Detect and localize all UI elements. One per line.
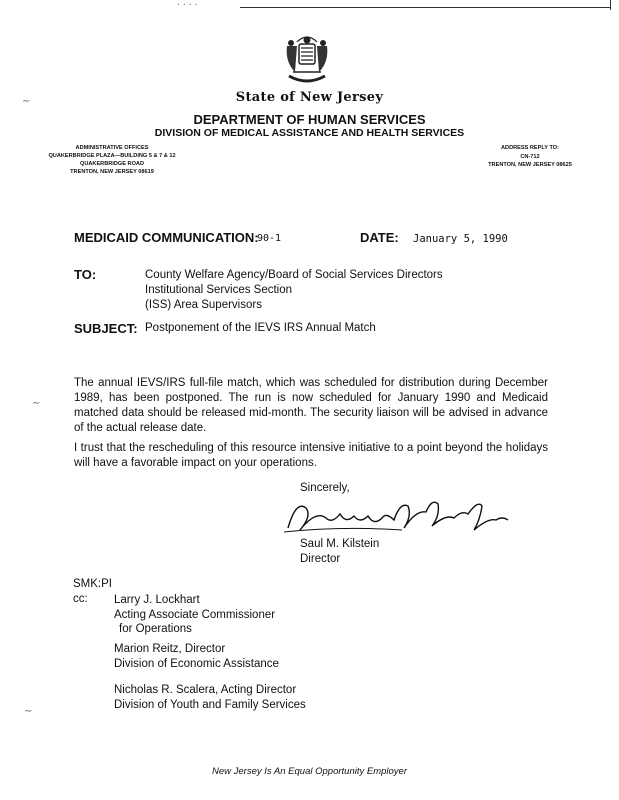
- signer-name: Saul M. Kilstein: [300, 538, 380, 550]
- footer-text: New Jersey Is An Equal Opportunity Employer: [211, 766, 407, 777]
- to-label: TO:: [74, 267, 97, 282]
- subject-value: Postponement of the IEVS IRS Annual Match: [145, 322, 376, 334]
- closing-salutation: Sincerely,: [300, 482, 350, 494]
- address-line: ADMINISTRATIVE OFFICES: [75, 145, 149, 151]
- scan-mark: ∼: [24, 706, 33, 717]
- communication-number: 90-1: [257, 233, 282, 244]
- address-line: ADDRESS REPLY TO:: [500, 145, 560, 151]
- cc-label: cc:: [73, 593, 88, 605]
- address-line: QUAKERBRIDGE PLAZA—BUILDING 5 & 7 & 12: [48, 153, 176, 159]
- typist-initials: SMK:PI: [73, 578, 112, 590]
- cc-recipient: [114, 642, 279, 671]
- scan-mark: ∼: [22, 96, 31, 107]
- subject-label: SUBJECT:: [74, 321, 138, 336]
- recipient-line: (ISS) Area Supervisors: [145, 299, 262, 311]
- reply-address: [470, 144, 590, 170]
- cc-line: Nicholas R. Scalera, Acting Director: [114, 684, 297, 696]
- division-name: DIVISION OF MEDICAL ASSISTANCE AND HEALTH SERVICES: [154, 127, 465, 139]
- date-label: DATE:: [360, 230, 399, 245]
- administrative-address: [32, 144, 192, 176]
- cc-line: Larry J. Lockhart: [114, 594, 200, 606]
- body-paragraph-2: I trust that the rescheduling of this resource intensive initiative to a point beyond the holidays will have a favorable impact on your operations.: [74, 442, 548, 469]
- cc-recipient: [114, 593, 275, 637]
- address-line: TRENTON, NEW JERSEY 08625: [488, 162, 572, 168]
- cc-line: Acting Associate Commissioner: [114, 608, 276, 621]
- recipient-line: Institutional Services Section: [145, 284, 293, 296]
- date-value: January 5, 1990: [413, 233, 508, 245]
- recipient-line: County Welfare Agency/Board of Social Services Directors: [145, 269, 443, 281]
- address-line: TRENTON, NEW JERSEY 08619: [70, 169, 154, 175]
- signature-icon: [282, 490, 512, 540]
- state-seal-icon: [283, 32, 331, 88]
- communication-label: MEDICAID COMMUNICATION:: [74, 230, 259, 245]
- body-paragraph-1: The annual IEVS/IRS full-file match, which was scheduled for distribution during December 1989, has been postponed. The run is now scheduled for January 1990 and Medicaid matched data should be released mid-month. The security liaison will be advised in advance of the actual release date.: [74, 377, 548, 434]
- address-line: QUAKERBRIDGE ROAD: [79, 161, 145, 167]
- state-title: State of New Jersey: [235, 90, 384, 105]
- header-rule: [240, 7, 610, 8]
- header-rule-tick: [610, 0, 611, 10]
- address-line: CN-712: [520, 153, 540, 160]
- scan-marks: ····: [176, 0, 200, 9]
- signer-title: Director: [300, 553, 341, 565]
- scan-mark: ∼: [32, 398, 41, 409]
- cc-recipient: [114, 683, 306, 712]
- cc-line: Division of Youth and Family Services: [114, 698, 306, 711]
- cc-line: Marion Reitz, Director: [114, 643, 226, 655]
- cc-line: Division of Economic Assistance: [114, 657, 279, 670]
- department-name: DEPARTMENT OF HUMAN SERVICES: [193, 112, 426, 127]
- cc-line: for Operations: [119, 623, 192, 635]
- recipients: [145, 268, 443, 313]
- signer-block: [300, 537, 379, 567]
